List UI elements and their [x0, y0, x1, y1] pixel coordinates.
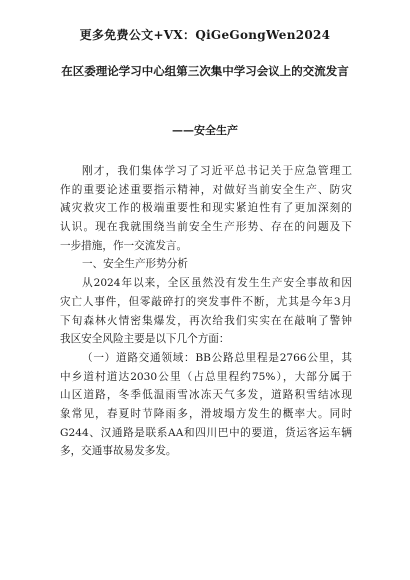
body-line: 一步措施，作一交流发言。: [60, 239, 188, 252]
body-line: 我区安全风险主要是以下几个方面：: [60, 333, 230, 346]
body-line: 下旬森林火情密集爆发，再次给我们实实在在敲响了警钟: [60, 314, 352, 327]
body-line: 山区道路，冬季低温雨雪冰冻天气多发，道路积雪结冰现: [60, 389, 352, 402]
watermark-text: 更多免费公文+VX：QiGeGongWen2024: [79, 28, 331, 42]
body-line: 减灾救灾工作的极端重要性和现实紧迫性有了更加深刻的: [60, 202, 352, 215]
body-line: 象常见，春夏时节降雨多，滑坡塌方发生的概率大。同时: [60, 407, 352, 420]
document-title: 在区委理论学习中心组第三次集中学习会议上的交流发言: [61, 64, 349, 78]
section-heading: 一、安全生产形势分析: [82, 258, 188, 271]
body-line: 从2024年以来，全区虽然没有发生生产安全事故和因: [82, 277, 352, 290]
document-body: [60, 162, 352, 461]
body-line: G244、汉通路是联系AA和四川巴中的要道，货运客运车辆: [60, 426, 352, 439]
body-line: 中乡道村道达2030公里（占总里程约75%），大部分属于: [60, 370, 352, 383]
body-line: 作的重要论述重要指示精神，对做好当前安全生产、防灾: [60, 183, 352, 196]
body-line: 认识。现在我就围绕当前安全生产形势、存在的问题及下: [60, 221, 352, 234]
body-line: （一）道路交通领域：BB公路总里程是2766公里，其: [82, 351, 352, 364]
body-line: 灾亡人事件，但零敲碎打的突发事件不断，尤其是今年3月: [60, 295, 352, 308]
body-line: 多，交通事故易发多发。: [60, 445, 177, 458]
body-line: 刚才，我们集体学习了习近平总书记关于应急管理工: [82, 165, 352, 177]
document-subtitle: ——安全生产: [172, 124, 238, 137]
